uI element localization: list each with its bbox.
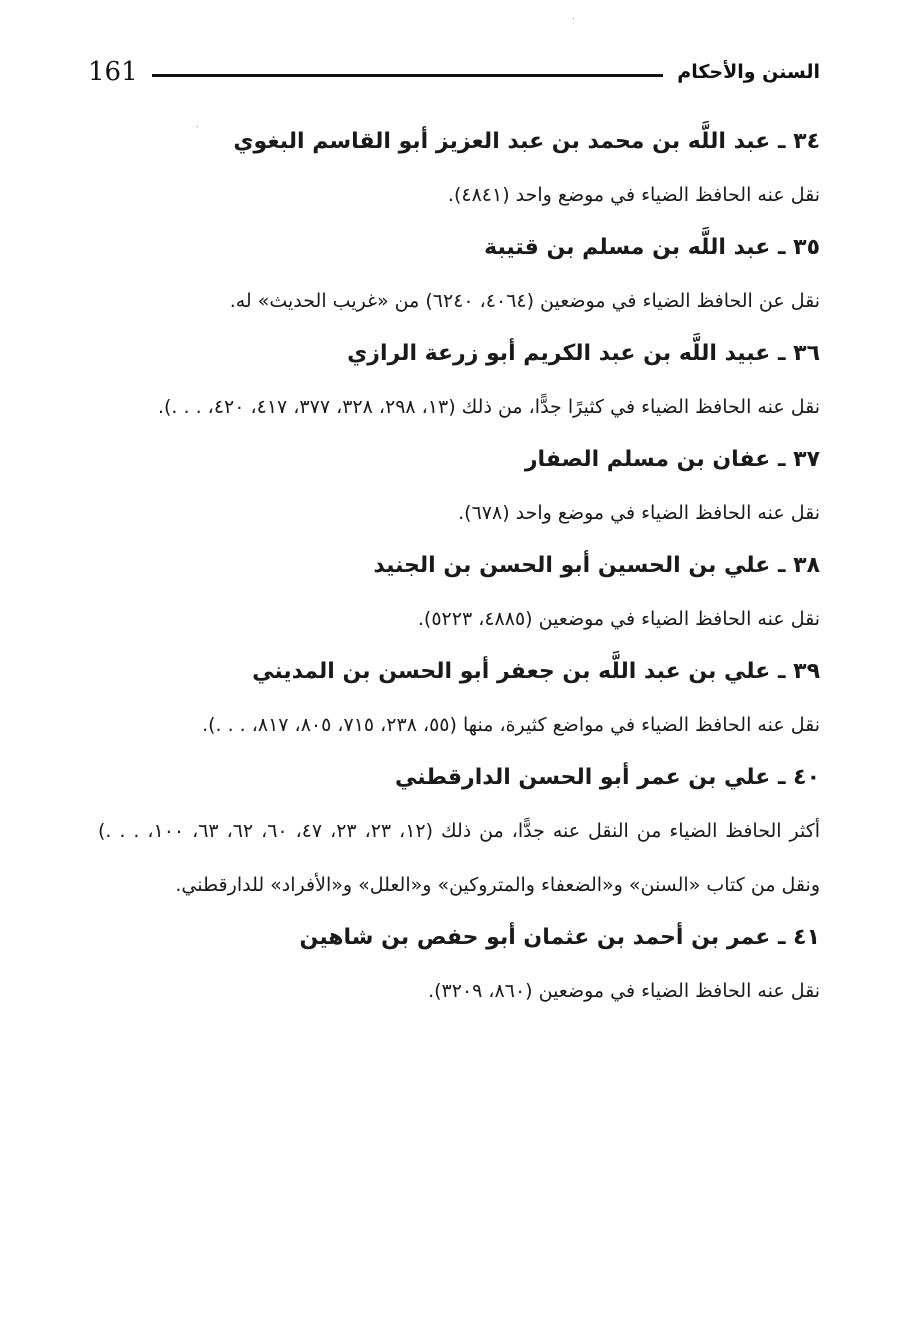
- entry-title: ٣٥ ـ عبد اللَّه بن مسلم بن قتيبة: [484, 235, 820, 260]
- entry-40: [98, 752, 820, 912]
- entry-note: نقل عنه الحافظ الضياء في كثيرًا جدًّا، من ذلك (١٣، ٢٩٨، ٣٢٨، ٣٧٧، ٤١٧، ٤٢٠، . . .).: [157, 396, 820, 418]
- scan-speck: [573, 18, 574, 19]
- entry-note: أكثر الحافظ الضياء من النقل عنه جدًّا، من ذلك (١٢، ٢٣، ٢٣، ٤٧، ٦٠، ٦٢، ٦٣، ١٠٠، . . .) ونقل من كتاب «السنن» و«الضعفاء والمتروكين» و«العلل» و«الأفراد» للدارقطني.: [98, 820, 821, 896]
- page-header: [88, 52, 820, 92]
- entry-note: نقل عنه الحافظ الضياء في موضعين (٤٨٨٥، ٥٢٢٣).: [417, 608, 820, 630]
- entry-38: [98, 540, 820, 646]
- header-rule: [152, 74, 664, 77]
- entry-note: نقل عنه الحافظ الضياء في موضع واحد (٦٧٨).: [458, 502, 820, 524]
- entry-note: نقل عن الحافظ الضياء في موضعين (٤٠٦٤، ٦٢٤٠) من «غريب الحديث» له.: [229, 290, 820, 312]
- entry-title: ٣٦ ـ عبيد اللَّه بن عبد الكريم أبو زرعة الرازي: [347, 341, 820, 366]
- entry-title: ٣٧ ـ عفان بن مسلم الصفار: [524, 447, 820, 472]
- entry-title: ٤٠ ـ علي بن عمر أبو الحسن الدارقطني: [394, 765, 820, 790]
- running-title: السنن والأحكام: [677, 61, 820, 83]
- entry-34: [98, 116, 820, 222]
- entry-title: ٣٩ ـ علي بن عبد اللَّه بن جعفر أبو الحسن بن المديني: [252, 659, 820, 684]
- entry-note: نقل عنه الحافظ الضياء في مواضع كثيرة، منها (٥٥، ٢٣٨، ٧١٥، ٨٠٥، ٨١٧، . . .).: [202, 714, 820, 736]
- entry-39: [98, 646, 820, 752]
- entry-37: [98, 434, 820, 540]
- entry-title: ٣٤ ـ عبد اللَّه بن محمد بن عبد العزيز أبو القاسم البغوي: [233, 129, 820, 154]
- entry-note: نقل عنه الحافظ الضياء في موضعين (٨٦٠، ٣٢٠٩).: [428, 980, 820, 1002]
- entry-title: ٤١ ـ عمر بن أحمد بن عثمان أبو حفص بن شاهين: [299, 925, 820, 950]
- page-body: [98, 116, 820, 1018]
- entry-35: [98, 222, 820, 328]
- entry-36: [98, 328, 820, 434]
- entry-title: ٣٨ ـ علي بن الحسين أبو الحسن بن الجنيد: [373, 553, 820, 578]
- page-number: 161: [88, 57, 138, 87]
- entry-note: نقل عنه الحافظ الضياء في موضع واحد (٤٨٤١).: [447, 184, 820, 206]
- entry-41: [98, 912, 820, 1018]
